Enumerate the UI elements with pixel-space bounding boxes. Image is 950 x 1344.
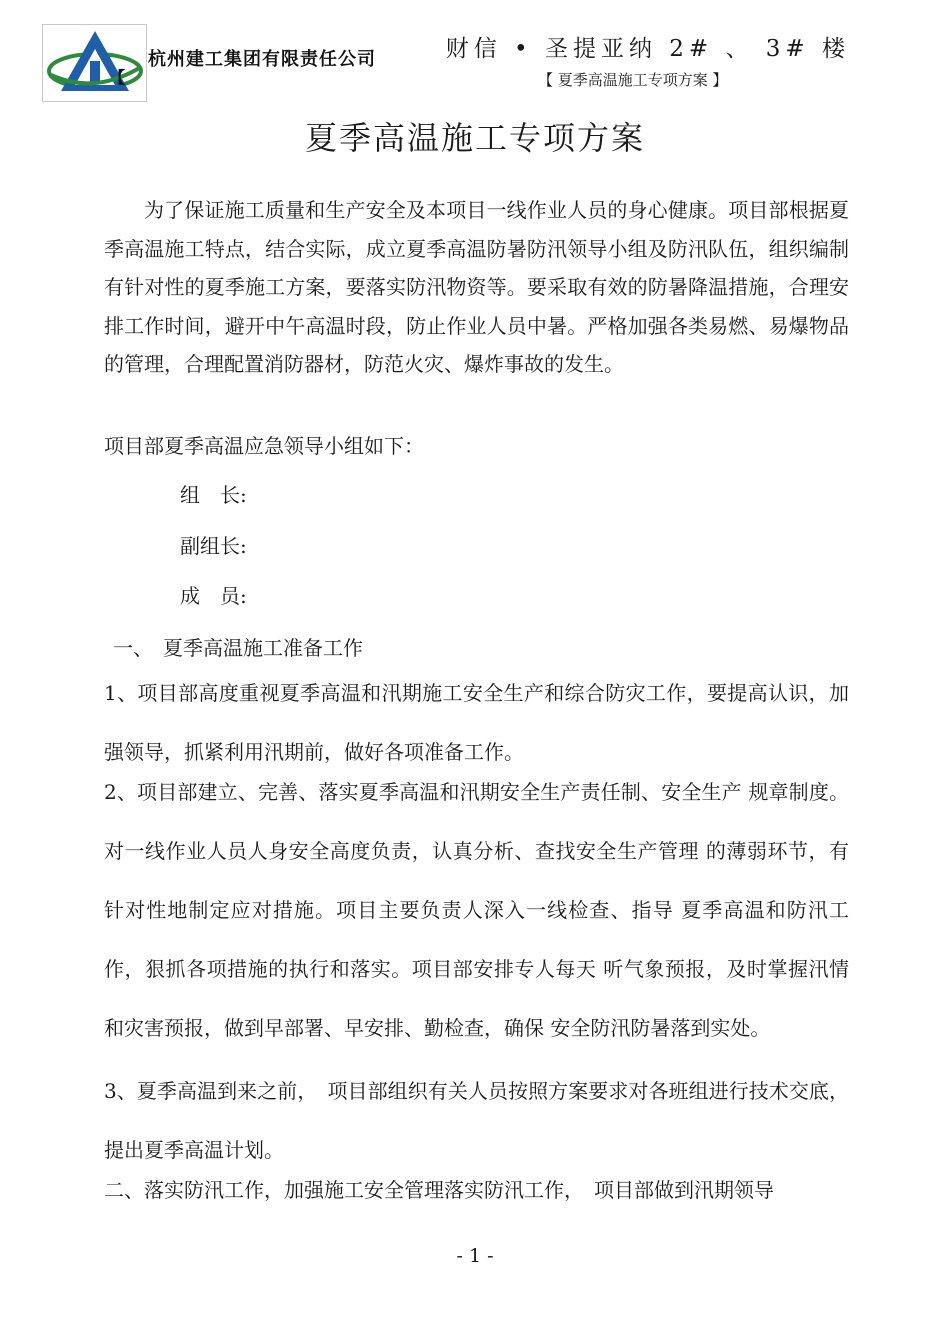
page-number: - 1 - [456,1245,494,1267]
member-label: 成 员: [180,584,247,608]
paragraph-3: 3、夏季高温到来之前， 项目部组织有关人员按照方案要求对各班组进行技术交底，提出夏季高温计划。 [104,1079,849,1162]
intro-paragraph: 为了保证施工质量和生产安全及本项目一线作业人员的身心健康。项目部根据夏季高温施工特点，结合实际，成立夏季高温防暑防汛领导小组及防汛队伍，组织编制有针对性的夏季施工方案，要落实防汛物资等。要采取有效的防暑降温措施，合理安排工作时间，避开中午高温时段，防止作业人员中暑。严格加强各类易燃、易爆物品的管理，合理配置消防器材，防范火灾、爆炸事故的发生。 [104,198,849,376]
leader-label: 组 长: [180,483,247,507]
paragraph-1: 1、项目部高度重视夏季高温和汛期施工安全生产和综合防灾工作，要提高认识，加强领导，抓紧利用汛期前，做好各项准备工作。 [104,681,849,764]
logo-triangle-icon [43,25,146,101]
section-heading-2: 二、落实防汛工作，加强施工安全管理落实防汛工作， 项目部做到汛期领导 [104,1178,774,1202]
paragraph-2: 2、项目部建立、完善、落实夏季高温和汛期安全生产责任制、安全生产 规章制度。对一线作业人员人身安全高度负责，认真分析、查找安全生产管理 的薄弱环节，有针对性地制定应对措施。项目主要负责人深入一线检查、指导 夏季高温和防汛工作，狠抓各项措施的执行和落实。项目部安排专人每天 听气象预报，及时掌握汛情和灾害预报，做到早部署、早安排、勤检查，确保 安全防汛防暑落到实处。 [104,780,849,1040]
deputy-leader-label: 副组长: [180,534,247,558]
svg-text:【: 【 [109,68,126,87]
section-heading-1: 一、 夏季高温施工准备工作 [113,636,363,660]
header-document-subtitle: 【 夏季高温施工专项方案 】 [538,71,728,89]
company-name: 杭州建工集团有限责任公司 [148,49,376,70]
document-title: 夏季高温施工专项方案 [304,119,645,157]
company-logo [42,24,147,102]
group-intro-line: 项目部夏季高温应急领导小组如下： [104,434,424,458]
header-project-name: 财信 • 圣提亚纳 2# 、 3# 楼 [445,36,850,62]
